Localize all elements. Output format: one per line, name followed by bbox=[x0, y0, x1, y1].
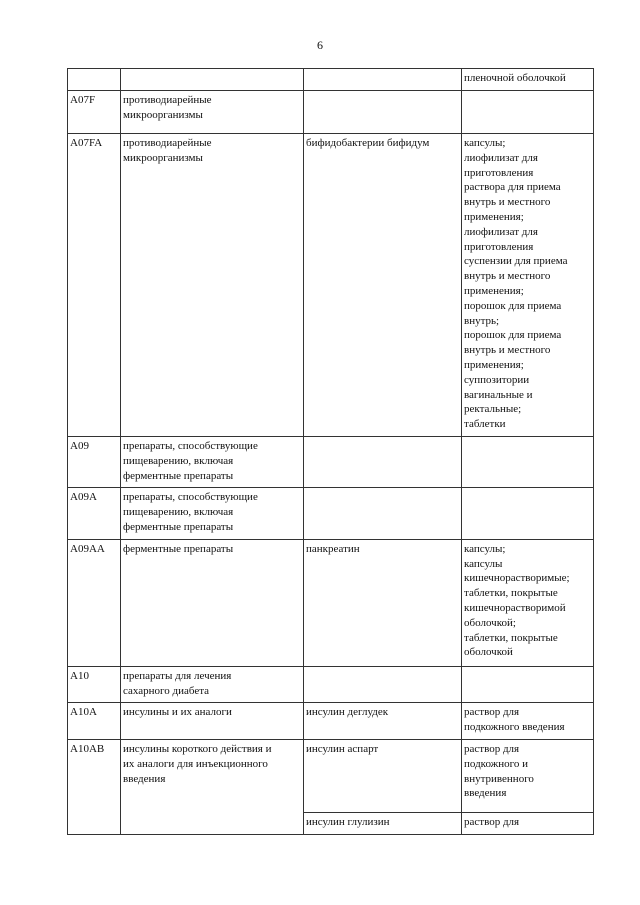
atc-code-cell bbox=[68, 91, 121, 134]
group-name-cell bbox=[121, 703, 304, 740]
group-name-cell bbox=[121, 69, 304, 91]
dosage-form-cell bbox=[462, 666, 594, 703]
table-row bbox=[68, 666, 594, 703]
drug-name-cell bbox=[304, 91, 462, 134]
table-row bbox=[68, 91, 594, 134]
dosage-form-cell bbox=[462, 91, 594, 134]
dosage-form-cell-text: пленочной оболочкой bbox=[464, 72, 566, 84]
group-name-cell-text: препараты, способствующие пищеварению, включая ферментные препараты bbox=[123, 439, 258, 482]
dosage-form-cell-text: капсулы; капсулы кишечнорастворимые; таблетки, покрытые кишечнорастворимой оболочкой; таблетки, покрытые оболочкой bbox=[464, 542, 570, 659]
atc-code-cell bbox=[68, 812, 121, 834]
group-name-cell bbox=[121, 91, 304, 134]
drug-name-cell-text: инсулин деглудек bbox=[306, 706, 389, 719]
group-name-cell-text: ферментные препараты bbox=[123, 542, 234, 555]
group-name-cell bbox=[121, 436, 304, 487]
atc-code-cell bbox=[68, 134, 121, 437]
group-name-cell bbox=[121, 488, 304, 539]
group-name-cell-text: препараты, способствующие пищеварению, включая ферментные препараты bbox=[123, 491, 258, 533]
dosage-form-cell bbox=[462, 134, 594, 437]
dosage-form-cell bbox=[462, 436, 594, 487]
table-row bbox=[68, 436, 594, 487]
atc-code-cell-text: A09 bbox=[70, 439, 89, 452]
dosage-form-cell-text: капсулы; лиофилизат для приготовления раствора для приема внутрь и местного применения; лиофилизат для приготовления суспензии для приема внутрь и местного применения; порошок для приема внутрь; порошок для приема внутрь и местного применения; суппозитории вагинальные и ректальные; таблетки bbox=[464, 137, 568, 431]
table-row bbox=[68, 488, 594, 539]
table-row bbox=[68, 69, 594, 91]
atc-code-cell bbox=[68, 436, 121, 487]
group-name-cell-text: противодиарейные микроорганизмы bbox=[123, 94, 212, 121]
atc-code-cell bbox=[68, 739, 121, 812]
dosage-form-cell-text: раствор для bbox=[464, 815, 520, 828]
group-name-cell-text: инсулины и их аналоги bbox=[123, 706, 232, 719]
atc-code-cell-text: A07FA bbox=[70, 137, 103, 149]
dosage-form-cell bbox=[462, 488, 594, 539]
table-row bbox=[68, 739, 594, 812]
atc-code-cell-text: A07F bbox=[70, 94, 96, 106]
drug-name-cell-text: инсулин аспарт bbox=[306, 742, 379, 755]
atc-code-cell-text: A10AB bbox=[70, 742, 105, 755]
dosage-form-cell bbox=[462, 703, 594, 740]
drug-name-cell bbox=[304, 436, 462, 487]
group-name-cell-text: противодиарейные микроорганизмы bbox=[123, 137, 212, 164]
group-name-cell bbox=[121, 739, 304, 812]
drug-name-cell bbox=[304, 812, 462, 834]
atc-code-cell-text: A10A bbox=[70, 706, 97, 719]
atc-code-cell bbox=[68, 69, 121, 91]
atc-code-cell-text: A09A bbox=[70, 491, 97, 504]
drug-name-cell-text: бифидобактерии бифидум bbox=[306, 137, 430, 149]
drug-classification-table bbox=[67, 68, 594, 835]
page-number: 6 bbox=[317, 38, 323, 52]
drug-name-cell bbox=[304, 703, 462, 740]
drug-name-cell bbox=[304, 539, 462, 666]
group-name-cell bbox=[121, 812, 304, 834]
table-row bbox=[68, 539, 594, 666]
dosage-form-cell bbox=[462, 812, 594, 834]
atc-code-cell-text: A09AA bbox=[70, 542, 105, 555]
atc-code-cell bbox=[68, 666, 121, 703]
dosage-form-cell-text: раствор для подкожного и внутривенного введения bbox=[464, 742, 534, 800]
atc-code-cell bbox=[68, 488, 121, 539]
group-name-cell-text: препараты для лечения сахарного диабета bbox=[123, 669, 232, 697]
dosage-form-cell bbox=[462, 69, 594, 91]
table-row bbox=[68, 703, 594, 740]
drug-name-cell bbox=[304, 739, 462, 812]
table-row bbox=[68, 812, 594, 834]
drug-name-cell bbox=[304, 69, 462, 91]
dosage-form-cell bbox=[462, 739, 594, 812]
dosage-form-cell bbox=[462, 539, 594, 666]
table-row bbox=[68, 134, 594, 437]
group-name-cell bbox=[121, 539, 304, 666]
group-name-cell bbox=[121, 666, 304, 703]
atc-code-cell-text: A10 bbox=[70, 669, 89, 682]
drug-name-cell bbox=[304, 134, 462, 437]
drug-name-cell bbox=[304, 488, 462, 539]
dosage-form-cell-text: раствор для подкожного введения bbox=[464, 706, 565, 734]
atc-code-cell bbox=[68, 539, 121, 666]
atc-code-cell bbox=[68, 703, 121, 740]
drug-name-cell bbox=[304, 666, 462, 703]
drug-name-cell-text: панкреатин bbox=[306, 542, 360, 555]
group-name-cell-text: инсулины короткого действия и их аналоги для инъекционного введения bbox=[123, 742, 272, 785]
drug-name-cell-text: инсулин глулизин bbox=[306, 815, 390, 828]
group-name-cell bbox=[121, 134, 304, 437]
